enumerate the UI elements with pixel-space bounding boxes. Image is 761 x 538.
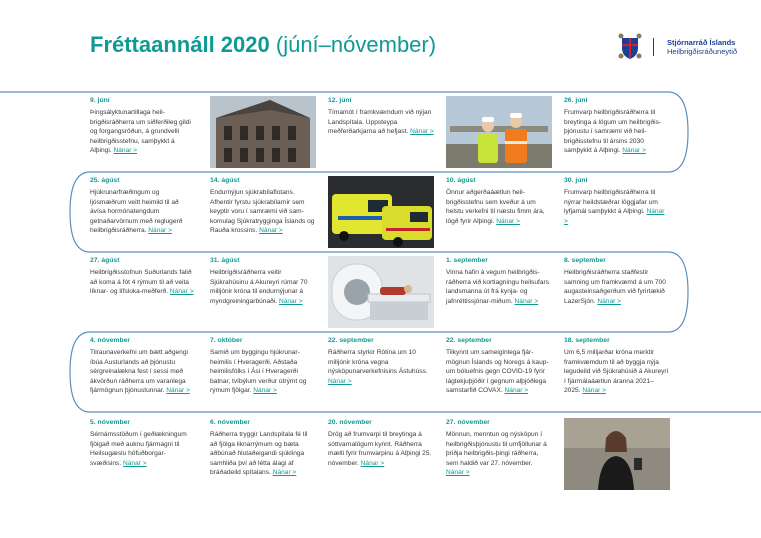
entry-date: 14. ágúst [210, 177, 240, 184]
timeline-entry [90, 336, 196, 395]
timeline-entry [210, 336, 316, 395]
page-title: Fréttaannáll 2020 (júní–nóvember) [90, 32, 437, 57]
entry-text [564, 108, 670, 155]
entry-text-content: Þingsályktunartillaga heil-brigðisráðherra um siðferðileg gildi og forgangsröðun, á grundvelli heilbrigðisstefnu, samþykkt á Alþingi. [90, 109, 191, 155]
entry-date: 1. september [446, 257, 488, 264]
entry-text [210, 268, 316, 306]
entry-text-content: Tímamót í framkvæmdum við nýjan Landspítala. Uppsteypa meðferðarkjarna að hefjast. [328, 109, 432, 136]
entry-date: 25. ágúst [90, 177, 120, 184]
entry-date: 8. september [564, 257, 606, 264]
entry-text-content: Samið um byggingu hjúkrunar-heimilis í Hveragerði. Aðstaða heimilisfólks í Ási í Hveragerði batnar, tvíbýlum verður útrýmt og rýmum fjölgar. [210, 349, 307, 395]
read-more-link[interactable]: Nánar > [123, 459, 147, 467]
timeline-entry [446, 418, 552, 477]
entry-date: 22. september [328, 337, 374, 344]
ambulance-photo [328, 176, 434, 248]
entry-text-content: Heilbrigðisráðherra staðfestir samning um framkvæmd á um 700 augasteinsaðgerðum við fyrirtækið LazerSjón. [564, 269, 666, 305]
entry-text [446, 188, 552, 226]
timeline-entry [90, 256, 196, 297]
entry-text-content: Frumvarp heilbrigðisráðherra til breytinga á lögum um heilbrigðis-þjónustu í samræmi við heil-brigðisstefnu til ársins 2030 samþykkt á Alþingi. [564, 109, 662, 155]
entry-date: 31. ágúst [210, 257, 240, 264]
entry-text-content: Endurnýjun sjúkrabílaflotans. Afhentir fyrstu sjúkrabílarnir sem keyptir voru í samræmi við sam-komulag Sjúkratrygginga Íslands og Rauða krossins. [210, 189, 315, 235]
read-more-link[interactable]: Nánar > [166, 387, 190, 395]
entry-text [90, 348, 196, 395]
entry-text [90, 188, 196, 235]
org-name: Stjórnarráð Íslands Heilbrigðisráðuneytið [667, 38, 738, 56]
entry-text [328, 108, 434, 136]
read-more-link[interactable]: Nánar > [328, 377, 352, 385]
entry-text [564, 348, 670, 395]
entry-text-content: Ráðherra styrkir Rótina um 10 milljónir króna vegna nýsköpunarverkefnisins Ástuhúss. [328, 349, 428, 376]
entry-text [446, 268, 552, 306]
read-more-link[interactable]: Nánar > [360, 459, 385, 467]
entry-date: 20. nóvember [328, 419, 372, 426]
entry-text [210, 188, 316, 235]
entry-text [564, 268, 670, 306]
entry-text-content: Sérnámsstöðum í geðlækningum fjölgað með auknu fjármagni til Heilsugæslu höfuðborgar-svæðisins. [90, 431, 187, 467]
timeline-entry [564, 336, 670, 395]
entry-date: 4. nóvember [90, 337, 131, 344]
read-more-link[interactable]: Nánar > [622, 147, 646, 155]
entry-text-content: Heilbrigðisráðherra veitir Sjúkrahúsinu á Akureyri rúmar 70 milljónir króna til endurnýjunar á myndgreiningarbúnaði. [210, 269, 308, 305]
timeline-entry [564, 96, 670, 155]
entry-date: 22. september [446, 337, 492, 344]
entry-date: 27. nóvember [446, 419, 490, 426]
timeline-entry [446, 256, 552, 306]
entry-text [446, 348, 552, 395]
entry-text-content: Drög að frumvarpi til breytinga á sóttvarnalögum kynnt. Ráðherra mælti fyrir frumvarpinu á Alþingi 25. nóvember. [328, 431, 432, 467]
entry-text [328, 430, 434, 468]
entry-text [328, 348, 434, 386]
entry-text-content: Önnur aðgerðaáætlun heil-brigðisstefnu sem kveður á um helstu verkefni til næstu fimm ára, lögð fyrir Alþingi. [446, 189, 545, 225]
entry-text-content: Frumvarp heilbrigðisráðherra til nýrrar heildstæðrar löggjafar um lyfjamál samþykkt á Alþingi. [564, 189, 658, 216]
read-more-link[interactable]: Nánar > [113, 147, 138, 155]
read-more-link[interactable]: Nánar > [253, 387, 277, 395]
timeline-entry [90, 418, 196, 468]
read-more-link[interactable]: Nánar > [564, 208, 665, 225]
entry-date: 26. júní [564, 97, 588, 104]
timeline-entry [210, 256, 316, 306]
entry-date: 5. nóvember [90, 419, 131, 426]
timeline-entry [328, 336, 434, 386]
entry-text-content: Mönnun, menntun og nýsköpun í heilbrigðisþjónustu til umfjöllunar á þriðja heilbrigðis-þingi ráðherra, sem haldið var 27. nóvember. [446, 431, 547, 467]
timeline-entry [328, 96, 434, 137]
read-more-link[interactable]: Nánar > [514, 297, 539, 305]
timeline-entry [446, 336, 552, 395]
timeline-entry [446, 176, 552, 226]
read-more-link[interactable]: Nánar > [259, 227, 283, 235]
timeline-entry [90, 176, 196, 235]
timeline-entry [564, 176, 670, 226]
read-more-link[interactable]: Nánar > [272, 469, 297, 477]
entry-date: 27. ágúst [90, 257, 120, 264]
entry-text [210, 348, 316, 395]
timeline-entry [564, 256, 670, 306]
timeline-entry [210, 176, 316, 235]
entry-text [210, 430, 316, 477]
entry-text [446, 430, 552, 477]
entry-text [90, 108, 196, 155]
entry-text [564, 188, 670, 226]
entry-date: 30. júní [564, 177, 588, 184]
entry-text-content: Hjúkrunarfræðingum og ljósmæðrum veitt heimild til að ávísa hormónatengdum getnaðarvörnum með reglugerð heilbrigðisráðherra. [90, 189, 183, 235]
read-more-link[interactable]: Nánar > [169, 288, 194, 296]
mri-scanner-photo [328, 256, 434, 328]
entry-date: 10. ágúst [446, 177, 476, 184]
read-more-link[interactable]: Nánar > [148, 227, 172, 235]
read-more-link[interactable]: Nánar > [597, 297, 622, 305]
read-more-link[interactable]: Nánar > [278, 297, 303, 305]
entry-text-content: Heilbrigðisstofnun Suðurlands falið að koma á fót 4 rýmum til að veita líknar- og lífsloka-meðferð. [90, 269, 192, 296]
entry-text-content: Tilkynnt um sameiginlega fjár-mögnun Íslands og Noregs á kaup-um bóluefnis gegn COVID-19 fyrir lágtekjuþjóðir í gegnum alþjóðlega samstarfið COVAX. [446, 349, 549, 395]
entry-text-content: Ráðherra tryggir Landspítala fé til að fjölga liknarrýmum og bæta aðbúnað hlutaðeigandi sjúklinga samhliða því að létta álagi af bráðadeild spítalans. [210, 431, 308, 477]
entry-text-content: Vinna hafin á vegum heilbrigðis-ráðherra við kortlagningu heilsufars landsmanna út frá kynja- og jafnréttissjónar-miðum. [446, 269, 549, 305]
timeline-entry [90, 96, 196, 155]
entry-text-content: Tilraunaverkefni um bætt aðgengi íbúa Austurlands að þjónustu sérgreinalækna fest í sessi með ákvörðun ráðherra um varanlega fjármögnun þjónustunnar. [90, 349, 188, 395]
timeline-entry [210, 418, 316, 477]
entry-date: 12. júní [328, 97, 352, 104]
entry-date: 9. júní [90, 97, 110, 104]
read-more-link[interactable]: Nánar > [496, 217, 520, 225]
construction-workers-photo [446, 96, 552, 168]
read-more-link[interactable]: Nánar > [446, 469, 470, 477]
timeline-entry [328, 418, 434, 468]
entry-text-content: Um 6,5 milljarðar króna merktir framkvæmdum til að byggja nýja legudeild við Sjúkrahúsið á Akureyri í fjármálaáætlun áranna 2021–2025. [564, 349, 669, 395]
entry-text [90, 430, 196, 468]
speaker-photo [564, 418, 670, 490]
entry-text [90, 268, 196, 296]
entry-date: 6. nóvember [210, 419, 251, 426]
read-more-link[interactable]: Nánar > [504, 387, 529, 395]
read-more-link[interactable]: Nánar > [410, 128, 434, 136]
entry-date: 18. september [564, 337, 610, 344]
entry-date: 7. október [210, 337, 243, 344]
read-more-link[interactable]: Nánar > [582, 387, 607, 395]
building-photo [210, 96, 316, 168]
